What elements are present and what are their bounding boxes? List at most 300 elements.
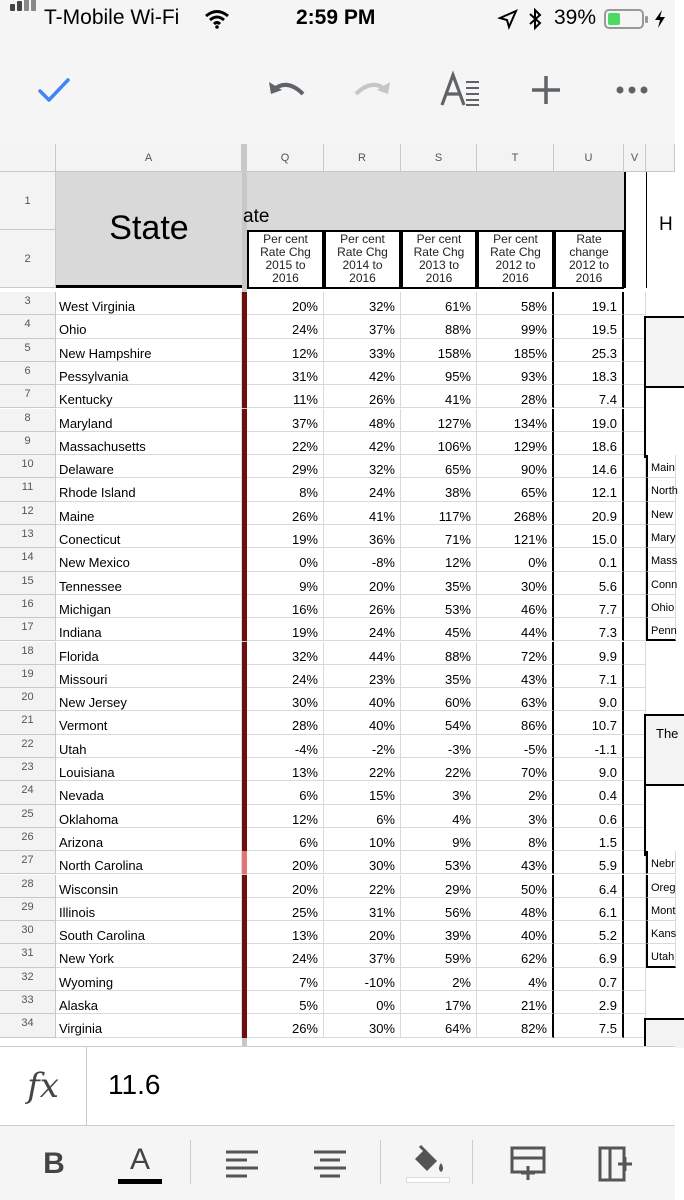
align-center-icon[interactable] xyxy=(308,1142,352,1186)
data-cell[interactable]: 7.7 xyxy=(554,595,624,618)
more-icon[interactable] xyxy=(612,70,652,110)
data-cell[interactable]: 1.5 xyxy=(554,828,624,851)
data-cell[interactable]: 9.0 xyxy=(554,688,624,711)
data-cell[interactable]: 19% xyxy=(247,618,324,641)
data-cell[interactable]: 3% xyxy=(401,781,477,804)
right-panel-1-cell[interactable]: Mary xyxy=(646,525,676,548)
data-cell[interactable]: 35% xyxy=(401,665,477,688)
data-cell[interactable]: 11% xyxy=(247,385,324,408)
empty-cell[interactable] xyxy=(624,688,646,711)
data-cell[interactable]: 9.0 xyxy=(554,758,624,781)
state-cell[interactable]: New Mexico xyxy=(56,548,242,571)
row-number[interactable]: 15 xyxy=(0,572,56,595)
state-cell[interactable]: Utah xyxy=(56,735,242,758)
data-cell[interactable]: 95% xyxy=(401,362,477,385)
row-number[interactable]: 28 xyxy=(0,875,56,898)
data-cell[interactable]: 17% xyxy=(401,991,477,1014)
header-cell[interactable] xyxy=(477,230,554,289)
data-cell[interactable]: 62% xyxy=(477,944,554,967)
state-cell[interactable]: Massachusetts xyxy=(56,432,242,455)
right-panel-1-cell[interactable]: Mass xyxy=(646,548,676,571)
checkmark-icon[interactable] xyxy=(34,70,74,110)
data-cell[interactable]: 19.0 xyxy=(554,409,624,432)
empty-cell[interactable] xyxy=(624,851,646,874)
row-number[interactable]: 7 xyxy=(0,385,56,408)
data-cell[interactable]: 37% xyxy=(324,315,401,338)
empty-cell[interactable] xyxy=(624,758,646,781)
data-cell[interactable]: 8% xyxy=(247,478,324,501)
empty-cell[interactable] xyxy=(624,572,646,595)
state-cell[interactable]: Vermont xyxy=(56,711,242,734)
data-cell[interactable]: 29% xyxy=(401,875,477,898)
spreadsheet-grid[interactable] xyxy=(0,144,679,1046)
row-number[interactable]: 21 xyxy=(0,711,56,734)
row-number[interactable]: 20 xyxy=(0,688,56,711)
empty-cell[interactable] xyxy=(624,385,646,408)
data-cell[interactable]: 24% xyxy=(247,315,324,338)
data-cell[interactable]: 43% xyxy=(477,665,554,688)
data-cell[interactable]: 31% xyxy=(247,362,324,385)
data-cell[interactable]: 2% xyxy=(477,781,554,804)
header-banner[interactable] xyxy=(243,172,624,231)
row-number[interactable]: 23 xyxy=(0,758,56,781)
row-number[interactable]: 10 xyxy=(0,455,56,478)
data-cell[interactable]: 6.1 xyxy=(554,898,624,921)
data-cell[interactable]: 33% xyxy=(324,339,401,362)
data-cell[interactable]: 134% xyxy=(477,409,554,432)
spacer-cell[interactable] xyxy=(624,172,646,288)
data-cell[interactable]: 2% xyxy=(401,968,477,991)
data-cell[interactable]: 26% xyxy=(324,595,401,618)
header-cell[interactable] xyxy=(324,230,401,289)
empty-cell[interactable] xyxy=(624,362,646,385)
state-cell[interactable]: Indiana xyxy=(56,618,242,641)
data-cell[interactable]: 63% xyxy=(477,688,554,711)
data-cell[interactable]: 32% xyxy=(247,642,324,665)
data-cell[interactable]: 22% xyxy=(324,758,401,781)
empty-cell[interactable] xyxy=(624,548,646,571)
row-number[interactable]: 8 xyxy=(0,409,56,432)
state-cell[interactable]: Illinois xyxy=(56,898,242,921)
data-cell[interactable]: 0% xyxy=(477,548,554,571)
data-cell[interactable]: 82% xyxy=(477,1014,554,1037)
data-cell[interactable]: -4% xyxy=(247,735,324,758)
data-cell[interactable]: 9% xyxy=(247,572,324,595)
empty-cell[interactable] xyxy=(624,502,646,525)
empty-cell[interactable] xyxy=(624,432,646,455)
data-cell[interactable]: 48% xyxy=(477,898,554,921)
state-cell[interactable]: Pessylvania xyxy=(56,362,242,385)
data-cell[interactable]: -1.1 xyxy=(554,735,624,758)
state-cell[interactable]: North Carolina xyxy=(56,851,242,874)
data-cell[interactable]: 0.6 xyxy=(554,805,624,828)
data-cell[interactable]: 37% xyxy=(247,409,324,432)
data-cell[interactable]: 10% xyxy=(324,828,401,851)
empty-cell[interactable] xyxy=(624,478,646,501)
bold-icon[interactable]: B xyxy=(43,1147,65,1180)
data-cell[interactable]: 36% xyxy=(324,525,401,548)
data-cell[interactable]: 7.3 xyxy=(554,618,624,641)
row-number[interactable]: 25 xyxy=(0,805,56,828)
column-header-a[interactable]: A xyxy=(56,144,242,172)
data-cell[interactable]: 6% xyxy=(247,828,324,851)
data-cell[interactable]: 121% xyxy=(477,525,554,548)
column-header-q[interactable]: Q xyxy=(247,144,324,172)
data-cell[interactable]: 7.1 xyxy=(554,665,624,688)
data-cell[interactable]: 4% xyxy=(401,805,477,828)
data-cell[interactable]: 50% xyxy=(477,875,554,898)
data-cell[interactable]: 35% xyxy=(401,572,477,595)
data-cell[interactable]: 41% xyxy=(324,502,401,525)
data-cell[interactable]: 58% xyxy=(477,292,554,315)
data-cell[interactable]: 29% xyxy=(247,455,324,478)
data-cell[interactable]: 15% xyxy=(324,781,401,804)
data-cell[interactable]: 12.1 xyxy=(554,478,624,501)
empty-cell[interactable] xyxy=(624,1014,646,1037)
state-cell[interactable]: New York xyxy=(56,944,242,967)
row-number[interactable]: 9 xyxy=(0,432,56,455)
column-header-w[interactable] xyxy=(646,144,675,172)
header-cell[interactable] xyxy=(401,230,477,289)
empty-cell[interactable] xyxy=(624,968,646,991)
data-cell[interactable]: 26% xyxy=(247,1014,324,1037)
data-cell[interactable]: 0.1 xyxy=(554,548,624,571)
right-panel-1-cell[interactable]: Penn xyxy=(646,618,676,641)
empty-cell[interactable] xyxy=(624,735,646,758)
data-cell[interactable]: 53% xyxy=(401,851,477,874)
data-cell[interactable]: 59% xyxy=(401,944,477,967)
empty-cell[interactable] xyxy=(624,781,646,804)
data-cell[interactable]: 18.6 xyxy=(554,432,624,455)
data-cell[interactable]: 0% xyxy=(324,991,401,1014)
data-cell[interactable]: 15.0 xyxy=(554,525,624,548)
data-cell[interactable]: 37% xyxy=(324,944,401,967)
data-cell[interactable]: 28% xyxy=(247,711,324,734)
header-right-fragment[interactable]: H xyxy=(646,172,675,288)
data-cell[interactable]: 26% xyxy=(247,502,324,525)
row-number[interactable]: 2 xyxy=(0,230,56,288)
data-cell[interactable]: 72% xyxy=(477,642,554,665)
data-cell[interactable]: 7.5 xyxy=(554,1014,624,1037)
right-panel-2-cell[interactable]: Mont xyxy=(646,898,676,921)
state-cell[interactable]: Arizona xyxy=(56,828,242,851)
empty-cell[interactable] xyxy=(624,618,646,641)
data-cell[interactable]: 20.9 xyxy=(554,502,624,525)
data-cell[interactable]: 127% xyxy=(401,409,477,432)
state-cell[interactable]: Wyoming xyxy=(56,968,242,991)
right-panel-2-cell[interactable]: Nebr xyxy=(646,851,676,874)
data-cell[interactable]: 106% xyxy=(401,432,477,455)
redo-icon[interactable] xyxy=(350,70,394,110)
state-cell[interactable]: New Hampshire xyxy=(56,339,242,362)
data-cell[interactable]: 40% xyxy=(477,921,554,944)
empty-cell[interactable] xyxy=(624,525,646,548)
state-cell[interactable]: Maryland xyxy=(56,409,242,432)
data-cell[interactable]: 8% xyxy=(477,828,554,851)
state-cell[interactable]: Oklahoma xyxy=(56,805,242,828)
data-cell[interactable]: 65% xyxy=(401,455,477,478)
empty-cell[interactable] xyxy=(624,455,646,478)
row-number[interactable]: 17 xyxy=(0,618,56,641)
right-panel-1-cell[interactable]: Ohio xyxy=(646,595,676,618)
fill-color-icon[interactable] xyxy=(406,1142,450,1186)
empty-cell[interactable] xyxy=(624,595,646,618)
data-cell[interactable]: 24% xyxy=(324,478,401,501)
data-cell[interactable]: 0.4 xyxy=(554,781,624,804)
data-cell[interactable]: 16% xyxy=(247,595,324,618)
state-cell[interactable]: Tennessee xyxy=(56,572,242,595)
data-cell[interactable]: 30% xyxy=(324,1014,401,1037)
data-cell[interactable]: 30% xyxy=(324,851,401,874)
empty-cell[interactable] xyxy=(624,711,646,734)
empty-cell[interactable] xyxy=(624,898,646,921)
data-cell[interactable]: 38% xyxy=(401,478,477,501)
data-cell[interactable]: 60% xyxy=(401,688,477,711)
column-header-v[interactable]: V xyxy=(624,144,646,172)
row-number[interactable]: 19 xyxy=(0,665,56,688)
state-cell[interactable]: Ohio xyxy=(56,315,242,338)
row-number[interactable]: 31 xyxy=(0,944,56,967)
data-cell[interactable]: 93% xyxy=(477,362,554,385)
data-cell[interactable]: 45% xyxy=(401,618,477,641)
formula-input[interactable]: 11.6 xyxy=(108,1069,161,1100)
empty-cell[interactable] xyxy=(624,665,646,688)
data-cell[interactable]: 88% xyxy=(401,315,477,338)
data-cell[interactable]: 9% xyxy=(401,828,477,851)
state-cell[interactable]: Virginia xyxy=(56,1014,242,1037)
state-cell[interactable]: Florida xyxy=(56,642,242,665)
data-cell[interactable]: 185% xyxy=(477,339,554,362)
data-cell[interactable]: 10.7 xyxy=(554,711,624,734)
empty-cell[interactable] xyxy=(624,642,646,665)
column-header-u[interactable]: U xyxy=(554,144,624,172)
row-number[interactable]: 12 xyxy=(0,502,56,525)
data-cell[interactable]: 20% xyxy=(247,292,324,315)
data-cell[interactable]: -3% xyxy=(401,735,477,758)
state-cell[interactable]: Michigan xyxy=(56,595,242,618)
state-cell[interactable]: West Virginia xyxy=(56,292,242,315)
state-cell[interactable]: Louisiana xyxy=(56,758,242,781)
right-panel-2-cell[interactable]: Kans xyxy=(646,921,676,944)
header-state[interactable]: State xyxy=(56,172,242,288)
column-header-s[interactable]: S xyxy=(401,144,477,172)
state-cell[interactable]: Conecticut xyxy=(56,525,242,548)
empty-cell[interactable] xyxy=(624,921,646,944)
data-cell[interactable]: 158% xyxy=(401,339,477,362)
align-left-icon[interactable] xyxy=(220,1142,264,1186)
data-cell[interactable]: 61% xyxy=(401,292,477,315)
data-cell[interactable]: 44% xyxy=(477,618,554,641)
text-color-icon[interactable] xyxy=(118,1142,162,1186)
data-cell[interactable]: 54% xyxy=(401,711,477,734)
data-cell[interactable]: 0% xyxy=(247,548,324,571)
data-cell[interactable]: 32% xyxy=(324,292,401,315)
data-cell[interactable]: 5.6 xyxy=(554,572,624,595)
state-cell[interactable]: South Carolina xyxy=(56,921,242,944)
select-all-corner[interactable] xyxy=(0,144,56,172)
state-cell[interactable]: Kentucky xyxy=(56,385,242,408)
data-cell[interactable]: 13% xyxy=(247,758,324,781)
row-number[interactable]: 30 xyxy=(0,921,56,944)
insert-column-icon[interactable] xyxy=(594,1142,638,1186)
row-number[interactable]: 22 xyxy=(0,735,56,758)
data-cell[interactable]: 70% xyxy=(477,758,554,781)
data-cell[interactable]: 12% xyxy=(247,805,324,828)
data-cell[interactable]: -2% xyxy=(324,735,401,758)
insert-row-icon[interactable] xyxy=(506,1142,550,1186)
data-cell[interactable]: 7% xyxy=(247,968,324,991)
add-icon[interactable] xyxy=(526,70,566,110)
data-cell[interactable]: 88% xyxy=(401,642,477,665)
data-cell[interactable]: 268% xyxy=(477,502,554,525)
data-cell[interactable]: 64% xyxy=(401,1014,477,1037)
data-cell[interactable]: 99% xyxy=(477,315,554,338)
data-cell[interactable]: 3% xyxy=(477,805,554,828)
data-cell[interactable]: 12% xyxy=(247,339,324,362)
text-format-icon[interactable] xyxy=(438,70,482,110)
row-number[interactable]: 16 xyxy=(0,595,56,618)
data-cell[interactable]: 28% xyxy=(477,385,554,408)
data-cell[interactable]: 20% xyxy=(324,572,401,595)
data-cell[interactable]: -10% xyxy=(324,968,401,991)
data-cell[interactable]: 6% xyxy=(247,781,324,804)
data-cell[interactable]: 19% xyxy=(247,525,324,548)
column-header-t[interactable]: T xyxy=(477,144,554,172)
data-cell[interactable]: 5% xyxy=(247,991,324,1014)
empty-cell[interactable] xyxy=(624,828,646,851)
row-number[interactable]: 18 xyxy=(0,642,56,665)
data-cell[interactable]: 20% xyxy=(324,921,401,944)
data-cell[interactable]: 20% xyxy=(247,875,324,898)
data-cell[interactable]: 5.9 xyxy=(554,851,624,874)
data-cell[interactable]: 24% xyxy=(324,618,401,641)
state-cell[interactable]: New Jersey xyxy=(56,688,242,711)
right-panel-1-cell[interactable]: Conn xyxy=(646,572,676,595)
data-cell[interactable]: 42% xyxy=(324,432,401,455)
empty-cell[interactable] xyxy=(624,944,646,967)
data-cell[interactable]: 18.3 xyxy=(554,362,624,385)
data-cell[interactable]: 31% xyxy=(324,898,401,921)
empty-cell[interactable] xyxy=(624,805,646,828)
row-number[interactable]: 6 xyxy=(0,362,56,385)
row-number[interactable]: 29 xyxy=(0,898,56,921)
row-number[interactable]: 26 xyxy=(0,828,56,851)
data-cell[interactable]: 13% xyxy=(247,921,324,944)
column-header-r[interactable]: R xyxy=(324,144,401,172)
state-cell[interactable]: Alaska xyxy=(56,991,242,1014)
data-cell[interactable]: 53% xyxy=(401,595,477,618)
data-cell[interactable]: 19.5 xyxy=(554,315,624,338)
data-cell[interactable]: 9.9 xyxy=(554,642,624,665)
data-cell[interactable]: 32% xyxy=(324,455,401,478)
right-panel-2-cell[interactable]: Oreg xyxy=(646,875,676,898)
data-cell[interactable]: 26% xyxy=(324,385,401,408)
data-cell[interactable]: 30% xyxy=(477,572,554,595)
empty-cell[interactable] xyxy=(624,315,646,338)
data-cell[interactable]: 86% xyxy=(477,711,554,734)
data-cell[interactable]: 19.1 xyxy=(554,292,624,315)
data-cell[interactable]: -5% xyxy=(477,735,554,758)
row-number[interactable]: 27 xyxy=(0,851,56,874)
data-cell[interactable]: 6.9 xyxy=(554,944,624,967)
state-cell[interactable]: Nevada xyxy=(56,781,242,804)
row-number[interactable]: 24 xyxy=(0,781,56,804)
right-panel-2-cell[interactable]: Utah xyxy=(646,944,676,967)
data-cell[interactable]: 30% xyxy=(247,688,324,711)
data-cell[interactable]: 20% xyxy=(247,851,324,874)
data-cell[interactable]: 25.3 xyxy=(554,339,624,362)
row-number[interactable]: 33 xyxy=(0,991,56,1014)
data-cell[interactable]: 6% xyxy=(324,805,401,828)
row-number[interactable]: 5 xyxy=(0,339,56,362)
data-cell[interactable]: 5.2 xyxy=(554,921,624,944)
data-cell[interactable]: 14.6 xyxy=(554,455,624,478)
data-cell[interactable]: 56% xyxy=(401,898,477,921)
undo-icon[interactable] xyxy=(265,70,309,110)
data-cell[interactable]: 42% xyxy=(324,362,401,385)
header-cell[interactable] xyxy=(554,230,624,289)
row-number[interactable]: 3 xyxy=(0,292,56,315)
row-number[interactable]: 11 xyxy=(0,478,56,501)
row-number[interactable]: 13 xyxy=(0,525,56,548)
data-cell[interactable]: 129% xyxy=(477,432,554,455)
empty-cell[interactable] xyxy=(624,875,646,898)
data-cell[interactable]: 22% xyxy=(401,758,477,781)
data-cell[interactable]: 4% xyxy=(477,968,554,991)
state-cell[interactable]: Wisconsin xyxy=(56,875,242,898)
right-panel-1-cell[interactable]: Main xyxy=(646,455,676,478)
empty-cell[interactable] xyxy=(624,409,646,432)
data-cell[interactable]: 21% xyxy=(477,991,554,1014)
state-cell[interactable]: Rhode Island xyxy=(56,478,242,501)
data-cell[interactable]: 71% xyxy=(401,525,477,548)
row-number[interactable]: 14 xyxy=(0,548,56,571)
data-cell[interactable]: 43% xyxy=(477,851,554,874)
data-cell[interactable]: 40% xyxy=(324,688,401,711)
data-cell[interactable]: 65% xyxy=(477,478,554,501)
empty-cell[interactable] xyxy=(624,292,646,315)
empty-cell[interactable] xyxy=(624,339,646,362)
right-panel-1-cell[interactable]: New xyxy=(646,502,676,525)
data-cell[interactable]: 46% xyxy=(477,595,554,618)
data-cell[interactable]: -8% xyxy=(324,548,401,571)
data-cell[interactable]: 22% xyxy=(247,432,324,455)
data-cell[interactable]: 44% xyxy=(324,642,401,665)
state-cell[interactable]: Missouri xyxy=(56,665,242,688)
data-cell[interactable]: 90% xyxy=(477,455,554,478)
right-panel-1-cell[interactable]: North xyxy=(646,478,676,501)
data-cell[interactable]: 12% xyxy=(401,548,477,571)
data-cell[interactable]: 0.7 xyxy=(554,968,624,991)
data-cell[interactable]: 22% xyxy=(324,875,401,898)
row-number[interactable]: 34 xyxy=(0,1014,56,1037)
row-number[interactable]: 4 xyxy=(0,315,56,338)
data-cell[interactable]: 6.4 xyxy=(554,875,624,898)
data-cell[interactable]: 23% xyxy=(324,665,401,688)
state-cell[interactable]: Delaware xyxy=(56,455,242,478)
empty-cell[interactable] xyxy=(624,991,646,1014)
data-cell[interactable]: 41% xyxy=(401,385,477,408)
data-cell[interactable]: 7.4 xyxy=(554,385,624,408)
data-cell[interactable]: 40% xyxy=(324,711,401,734)
data-cell[interactable]: 24% xyxy=(247,665,324,688)
state-cell[interactable]: Maine xyxy=(56,502,242,525)
data-cell[interactable]: 39% xyxy=(401,921,477,944)
data-cell[interactable]: 2.9 xyxy=(554,991,624,1014)
header-cell[interactable] xyxy=(247,230,324,289)
data-cell[interactable]: 48% xyxy=(324,409,401,432)
data-cell[interactable]: 25% xyxy=(247,898,324,921)
